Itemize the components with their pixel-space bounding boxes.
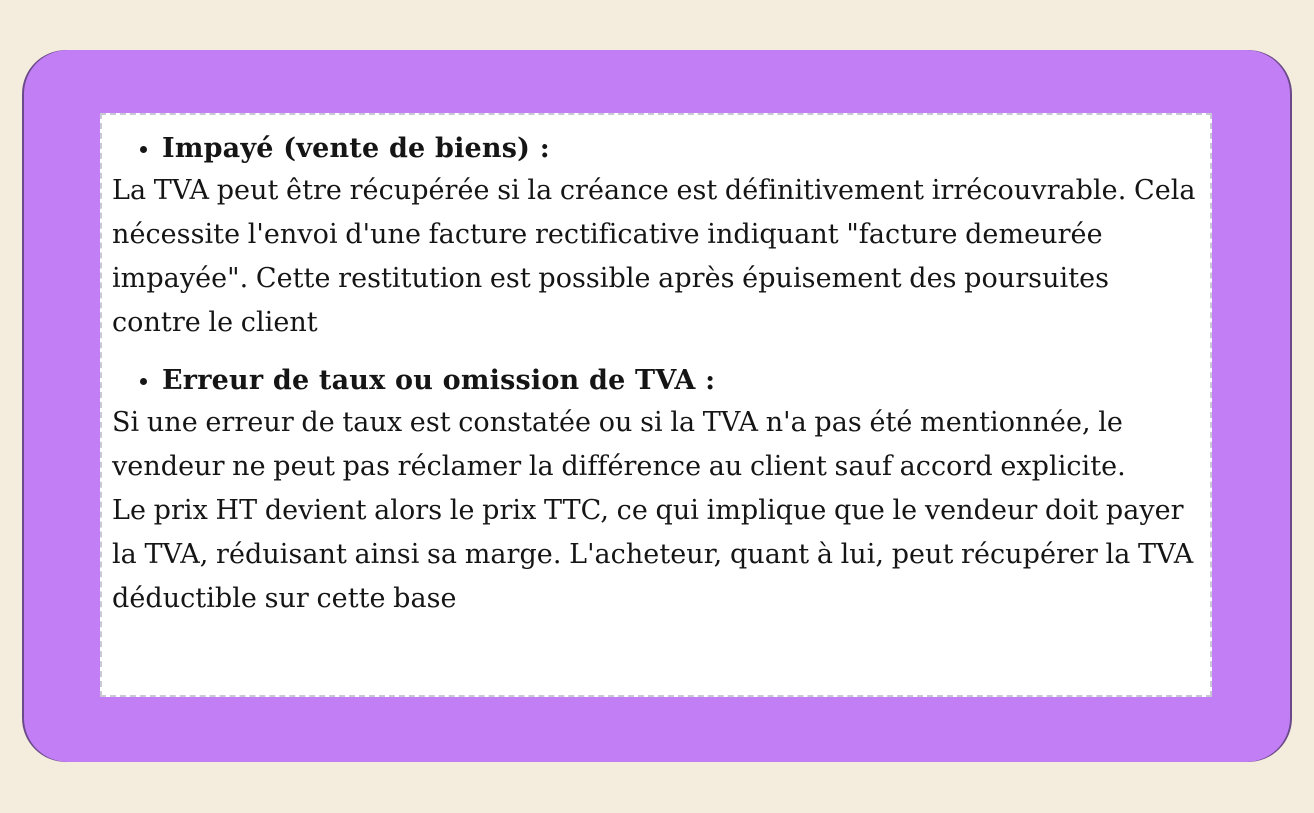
section-paragraph: Le prix HT devient alors le prix TTC, ce qui implique que le vendeur doit payer la TVA, réduisant ainsi sa marge. L'acheteur, quant à lui, peut récupérer la TVA déductible sur cette base bbox=[112, 495, 1194, 614]
section-title-text: Impayé (vente de biens) : bbox=[162, 133, 550, 164]
content-panel bbox=[100, 113, 1212, 697]
section-erreur-taux bbox=[112, 361, 1200, 621]
section-title bbox=[140, 129, 1200, 169]
section-title bbox=[140, 361, 1200, 401]
section-title-text: Erreur de taux ou omission de TVA : bbox=[162, 365, 716, 396]
bullet-icon bbox=[140, 378, 147, 385]
section-paragraph: La TVA peut être récupérée si la créance est définitivement irrécouvrable. Cela nécessite l'envoi d'une facture rectificative indiquant "facture demeurée impayée". Cette restitution est possible après épuisement des poursuites contre le client bbox=[112, 175, 1196, 338]
section-paragraph: Si une erreur de taux est constatée ou si la TVA n'a pas été mentionnée, le vendeur ne peut pas réclamer la différence au client sauf accord explicite. bbox=[112, 407, 1126, 482]
info-card bbox=[24, 50, 1290, 762]
section-impaye bbox=[112, 129, 1200, 345]
bullet-icon bbox=[140, 146, 147, 153]
